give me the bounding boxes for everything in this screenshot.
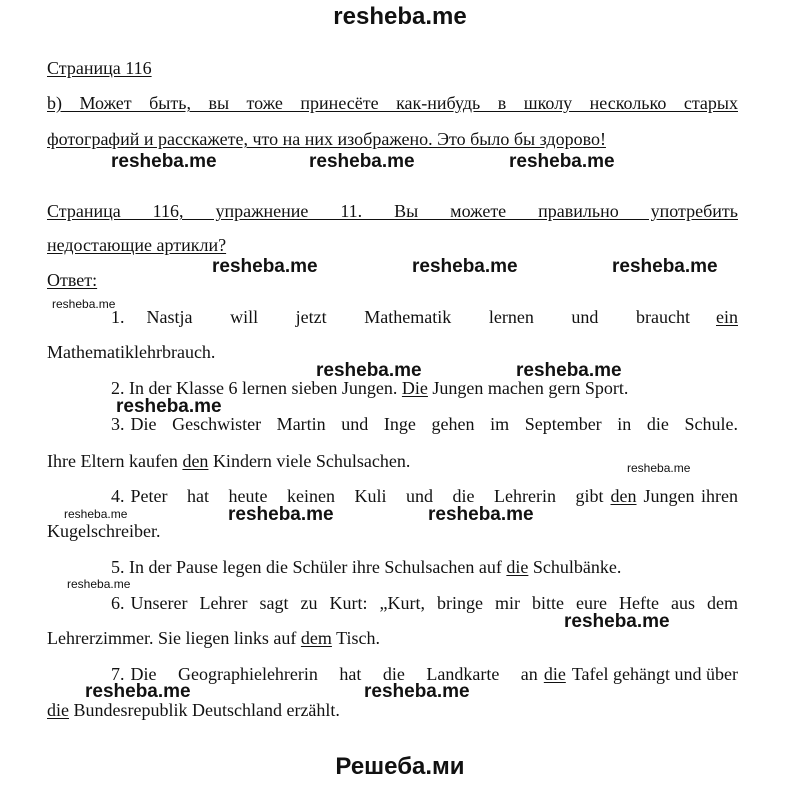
item-number: 2.: [111, 378, 125, 398]
exercise-title-line-2: недостающие артикли?: [47, 235, 227, 255]
watermark: resheba.me: [228, 504, 334, 525]
article-answer: die: [506, 557, 529, 577]
paragraph-b-line-1: b) Может быть, вы тоже принесёте как-нибудь в школу несколько старых: [47, 93, 738, 113]
site-footer: Решеба.ми: [335, 753, 465, 780]
watermark: resheba.me: [67, 577, 131, 591]
answer-item-1-line-1: [111, 305, 738, 329]
answer-item-3-line-2: [47, 449, 410, 473]
watermark: resheba.me: [564, 611, 670, 632]
answer-item-6-line-2: [47, 626, 380, 650]
article-answer: den: [610, 486, 637, 506]
item-number: 1.: [111, 307, 125, 327]
page-reference: Страница 116: [47, 58, 152, 78]
article-answer: die: [47, 700, 69, 720]
item-text: Lehrerzimmer. Sie liegen links auf: [47, 628, 297, 648]
paragraph-b-line-2: фотографий и расскажете, что на них изображено. Это было бы здорово!: [47, 129, 606, 149]
answer-item-1-line-2: Mathematiklehrbrauch.: [47, 342, 216, 362]
article-answer: dem: [300, 628, 332, 648]
item-text: Tisch.: [336, 628, 380, 648]
watermark: resheba.me: [212, 256, 318, 277]
item-number: 3.: [111, 414, 125, 434]
item-text: Peter hat heute keinen Kuli und die Lehrerin gibt: [130, 486, 604, 506]
item-text: In der Pause legen die Schüler ihre Schulsachen auf: [129, 557, 507, 577]
item-text: Kindern viele Schulsachen.: [212, 451, 411, 471]
item-text: Ihre Eltern kaufen: [47, 451, 178, 471]
item-text: Nastja will jetzt Mathematik lernen und braucht: [146, 307, 690, 327]
watermark: resheba.me: [428, 504, 534, 525]
item-text: Bundesrepublik Deutschland erzählt.: [73, 700, 340, 720]
item-number: 4.: [111, 486, 125, 506]
answer-label: Ответ:: [47, 270, 98, 290]
watermark: resheba.me: [612, 256, 718, 277]
watermark: resheba.me: [364, 681, 470, 702]
article-answer: die: [543, 664, 566, 684]
item-text: Die Geschwister Martin und Inge gehen im September in die Schule.: [130, 414, 738, 434]
site-header: resheba.me: [333, 3, 467, 30]
item-text: Tafel gehängt und über: [571, 664, 738, 684]
watermark: resheba.me: [316, 360, 422, 381]
watermark: resheba.me: [85, 681, 191, 702]
watermark: resheba.me: [52, 297, 116, 311]
item-text: Unserer Lehrer sagt zu Kurt: „Kurt, bringe mir bitte eure Hefte aus dem: [130, 593, 738, 613]
watermark: resheba.me: [116, 396, 222, 417]
watermark: resheba.me: [64, 507, 128, 521]
article-answer: ein: [716, 307, 738, 327]
watermark: resheba.me: [516, 360, 622, 381]
item-text: Jungen machen gern Sport.: [432, 378, 629, 398]
answer-item-4-line-1: [111, 484, 738, 508]
watermark: resheba.me: [111, 151, 217, 172]
watermark: resheba.me: [509, 151, 615, 172]
watermark: resheba.me: [309, 151, 415, 172]
answer-item-5: [111, 555, 621, 579]
item-text: Die Geographielehrerin hat die Landkarte an: [130, 664, 538, 684]
watermark: resheba.me: [627, 461, 691, 475]
item-number: 5.: [111, 557, 125, 577]
item-number: 7.: [111, 664, 125, 684]
answer-item-4-line-2: Kugelschreiber.: [47, 521, 161, 541]
item-number: 6.: [111, 593, 125, 613]
article-answer: Die: [401, 378, 428, 398]
item-text: In der Klasse 6 lernen sieben Jungen.: [129, 378, 398, 398]
watermark: resheba.me: [412, 256, 518, 277]
exercise-title-line-1: Страница 116, упражнение 11. Вы можете правильно употребить: [47, 201, 738, 221]
item-text: Jungen ihren: [643, 486, 738, 506]
article-answer: den: [182, 451, 209, 471]
item-text: Schulbänke.: [532, 557, 622, 577]
